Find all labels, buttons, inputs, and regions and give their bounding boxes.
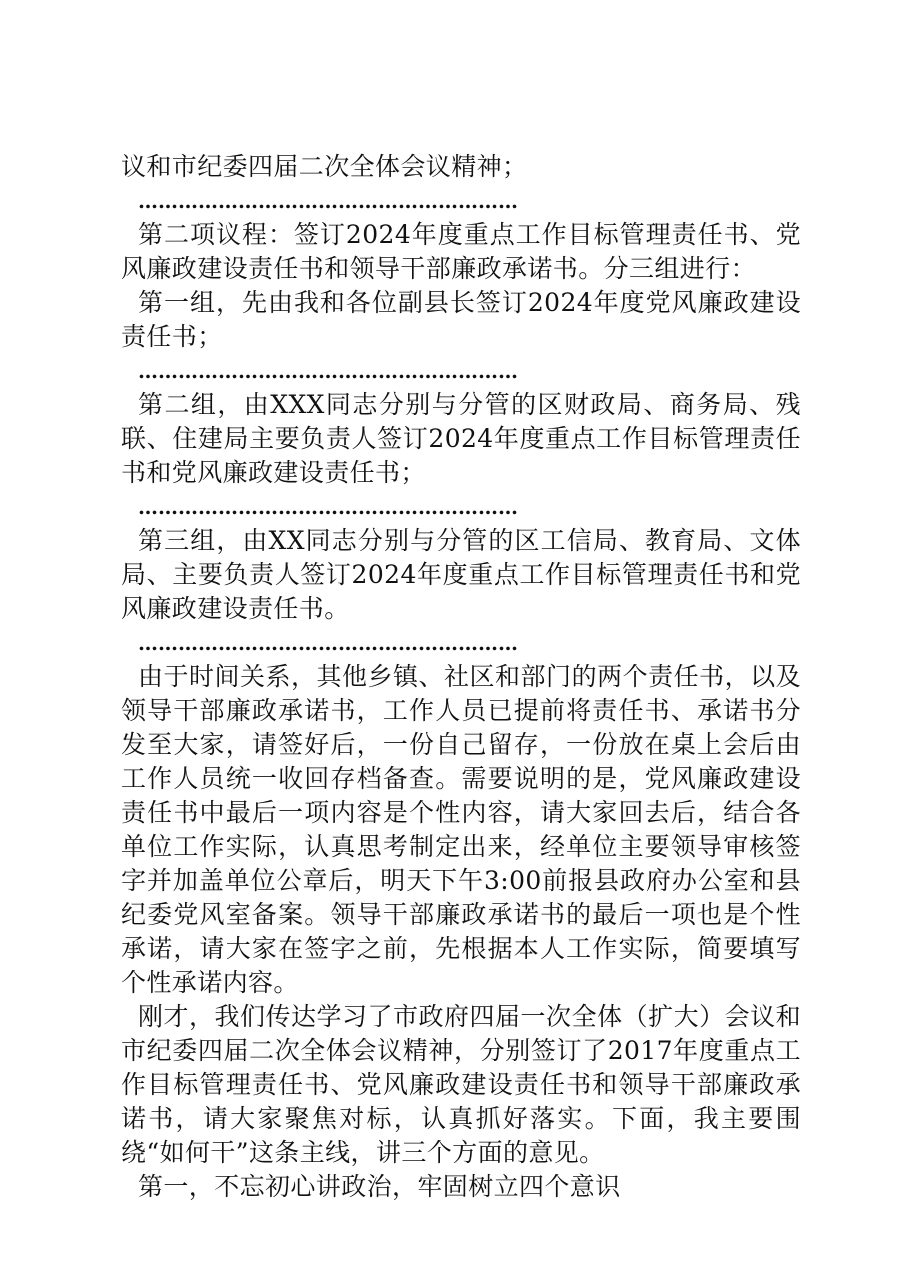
document-body [121,150,801,1204]
ellipsis-line: ………………………………………………… [138,631,518,655]
ellipsis-line: ………………………………………………… [138,495,518,519]
ellipsis-line: ………………………………………………… [138,189,518,213]
paragraph-group-2: 第二组，由XXX同志分别与分管的区财政局、商务局、残联、住建局主要负责人签订2024年度重点工作目标管理责任书和党风廉政建设责任书； [121,390,801,487]
paragraph-time-note: 由于时间关系，其他乡镇、社区和部门的两个责任书，以及领导干部廉政承诺书，工作人员已提前将责任书、承诺书分发至大家，请签好后，一份自己留存，一份放在桌上会后由工作人员统一收回存档备查。需要说明的是，党风廉政建设责任书中最后一项内容是个性内容，请大家回去后，结合各单位工作实际，认真思考制定出来，经单位主要领导审核签字并加盖单位公章后，明天下午3:00前报县政府办公室和县纪委党风室备案。领导干部廉政承诺书的最后一项也是个性承诺，请大家在签字之前，先根据本人工作实际，简要填写个性承诺内容。 [121,662,801,997]
paragraph-summary: 刚才，我们传达学习了市政府四届一次全体（扩大）会议和市纪委四届二次全体会议精神，分别签订了2017年度重点工作目标管理责任书、党风廉政建设责任书和领导干部廉政承诺书，请大家聚焦对标，认真抓好落实。下面，我主要围绕“如何干”这条主线，讲三个方面的意见。 [121,1002,801,1167]
ellipsis-line: ………………………………………………… [138,359,518,383]
paragraph-group-1: 第一组，先由我和各位副县长签订2024年度党风廉政建设责任书； [121,288,801,351]
paragraph-continuation: 议和市纪委四届二次全体会议精神； [121,152,528,181]
paragraph-agenda-item-2: 第二项议程：签订2024年度重点工作目标管理责任书、党风廉政建设责任书和领导干部廉政承诺书。分三组进行： [121,220,801,283]
paragraph-group-3: 第三组，由XX同志分别与分管的区工信局、教育局、文体局、主要负责人签订2024年度重点工作目标管理责任书和党风廉政建设责任书。 [121,526,801,623]
paragraph-first-point-heading: 第一，不忘初心讲政治，牢固树立四个意识 [138,1172,621,1201]
